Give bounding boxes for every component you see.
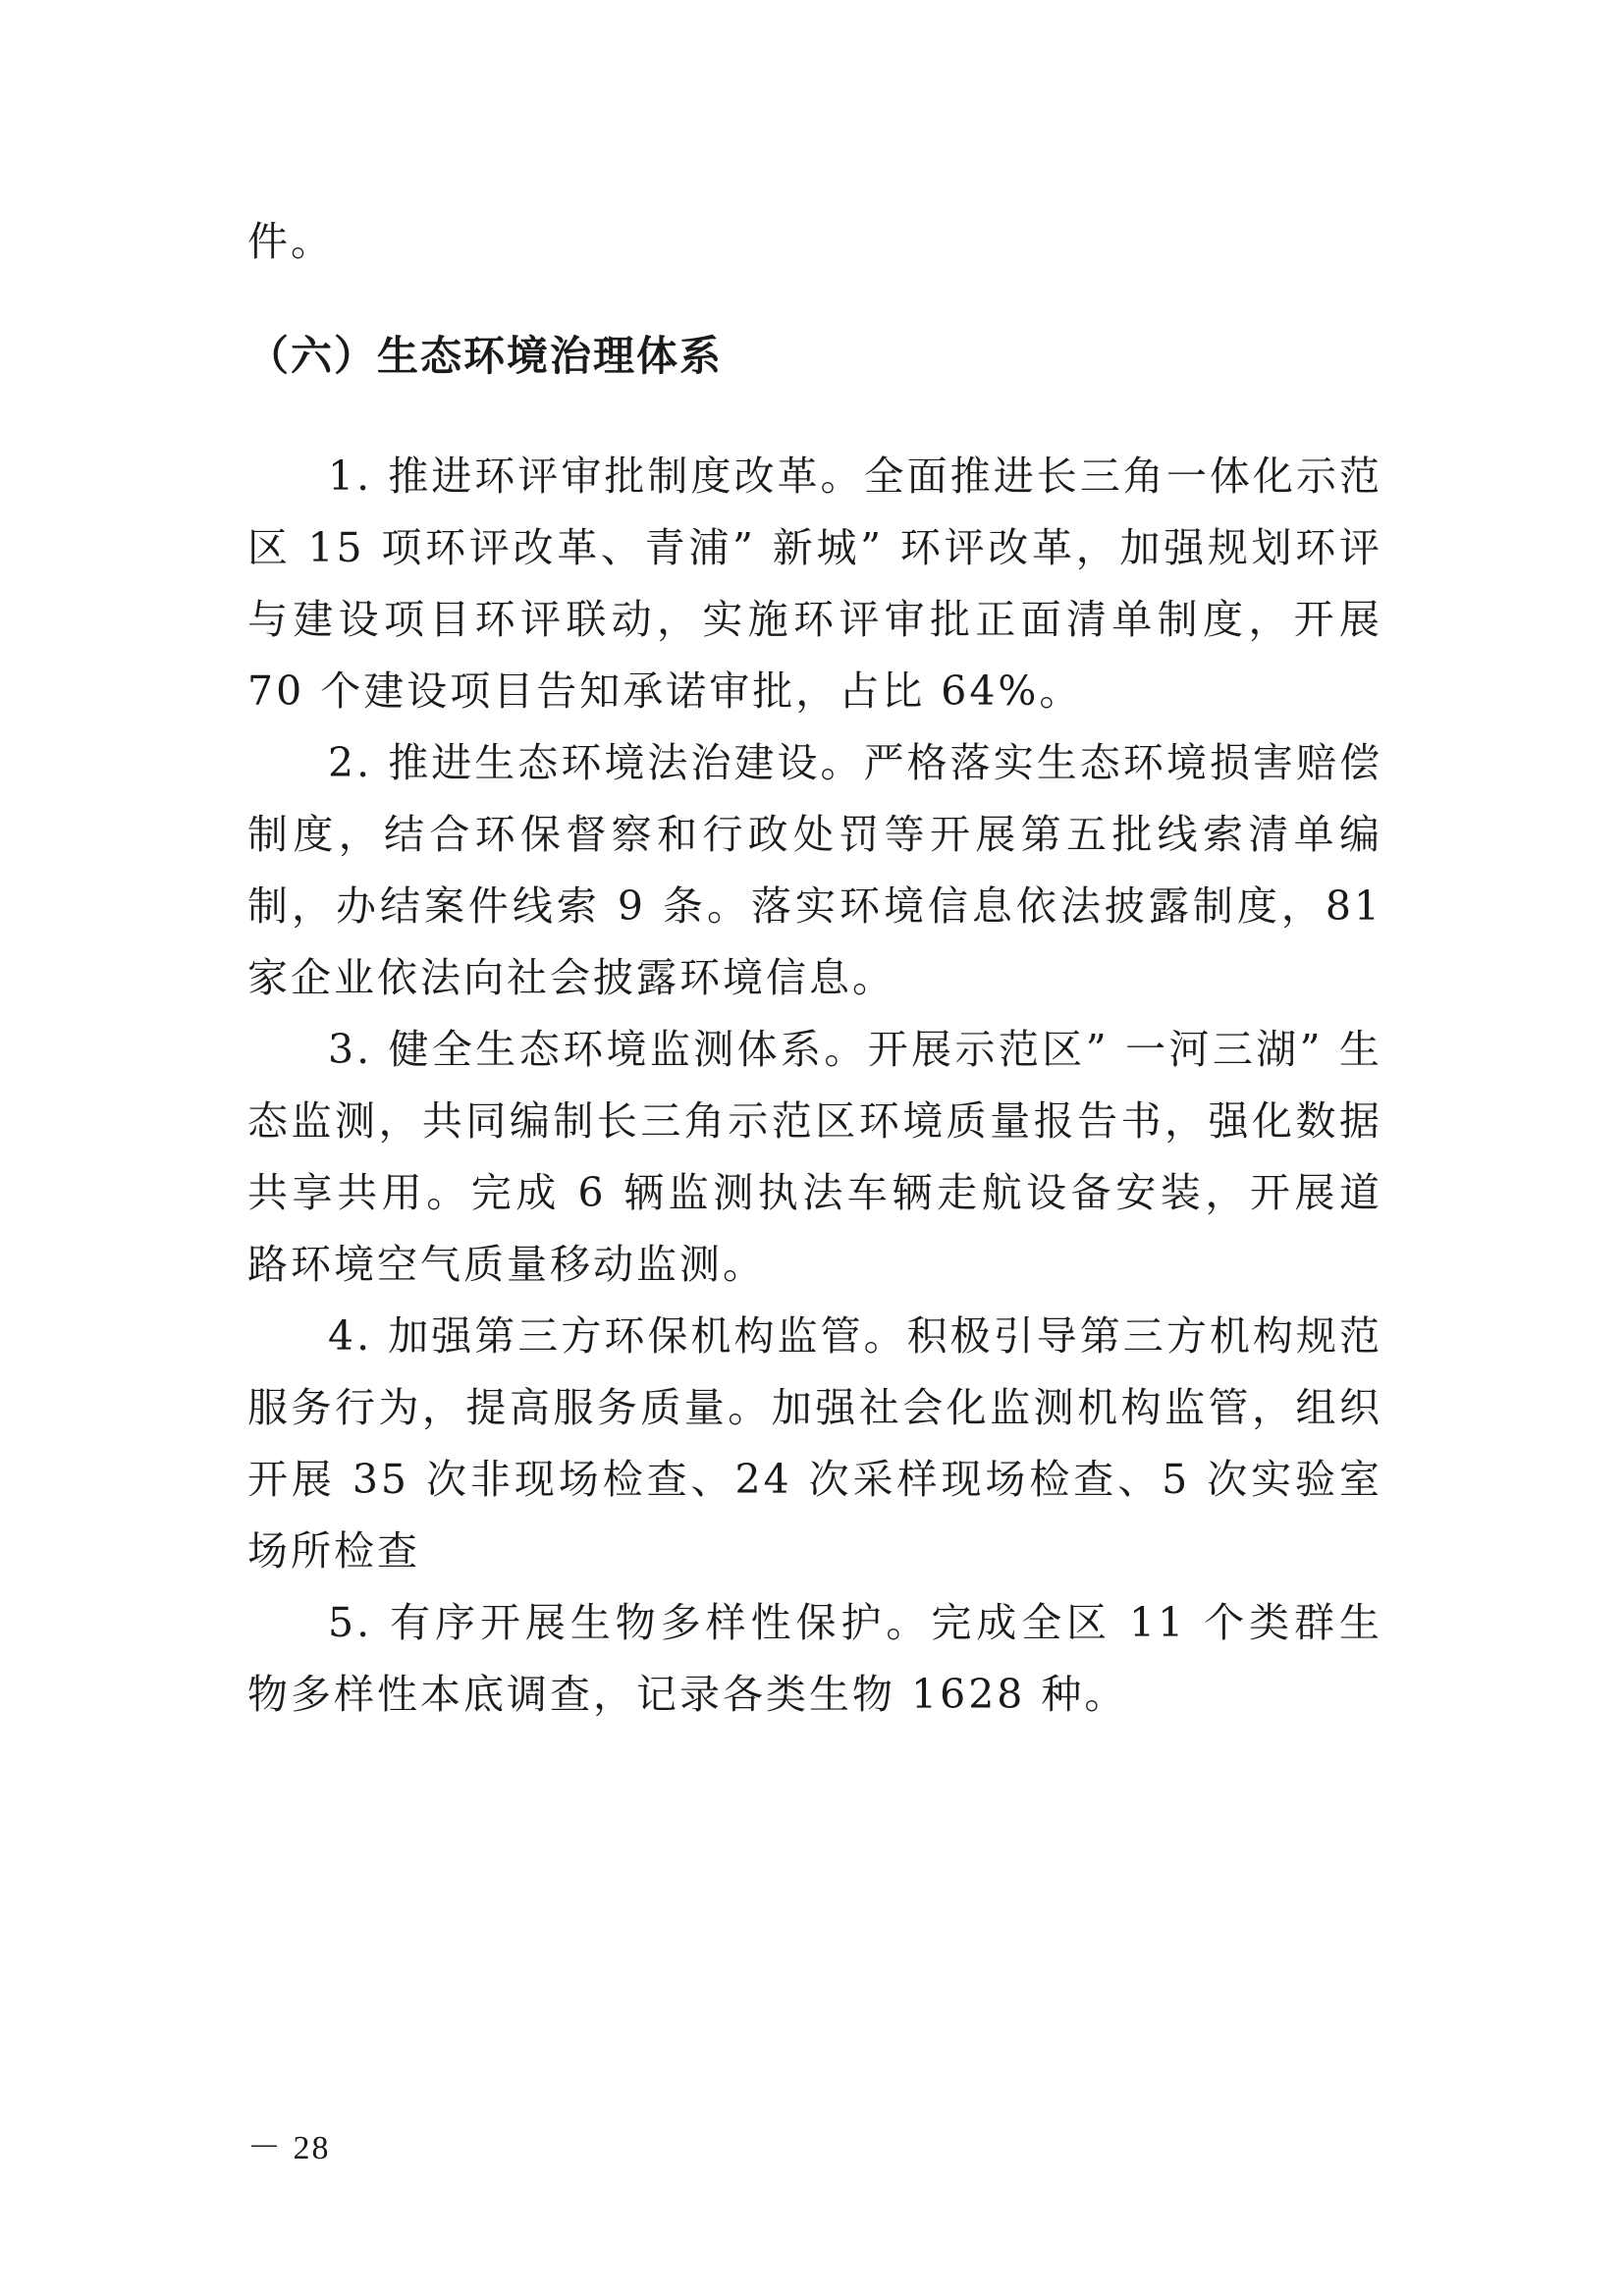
paragraph-2: 2. 推进生态环境法治建设。严格落实生态环境损害赔偿制度，结合环保督察和行政处罚等开展第五批线索清单编制，办结案件线索 9 条。落实环境信息依法披露制度，81 家企业依法向社会披露环境信息。	[247, 739, 1382, 1001]
paragraph-5: 5. 有序开展生物多样性保护。完成全区 11 个类群生物多样性本底调查，记录各类生物 1628 种。	[247, 1599, 1382, 1718]
paragraph-3: 3. 健全生态环境监测体系。开展示范区” 一河三湖” 生态监测，共同编制长三角示范区环境质量报告书，强化数据共享共用。完成 6 辆监测执法车辆走航设备安装，开展道路环境空气质量移动监测。	[247, 1026, 1382, 1288]
carryover-text: 件。	[247, 218, 334, 265]
paragraph-4: 4. 加强第三方环保机构监管。积极引导第三方机构规范服务行为，提高服务质量。加强社会化监测机构监管，组织开展 35 次非现场检查、24 次采样现场检查、5 次实验室场所检查	[247, 1312, 1382, 1575]
page-content	[247, 206, 1382, 1731]
section-heading: （六）生态环境治理体系	[247, 332, 724, 380]
page-number: － 28	[247, 2130, 331, 2166]
paragraph-1: 1. 推进环评审批制度改革。全面推进长三角一体化示范区 15 项环评改革、青浦” 新城” 环评改革，加强规划环评与建设项目环评联动，实施环评审批正面清单制度，开展 70 个建设项目告知承诺审批，占比 64%。	[247, 453, 1382, 715]
